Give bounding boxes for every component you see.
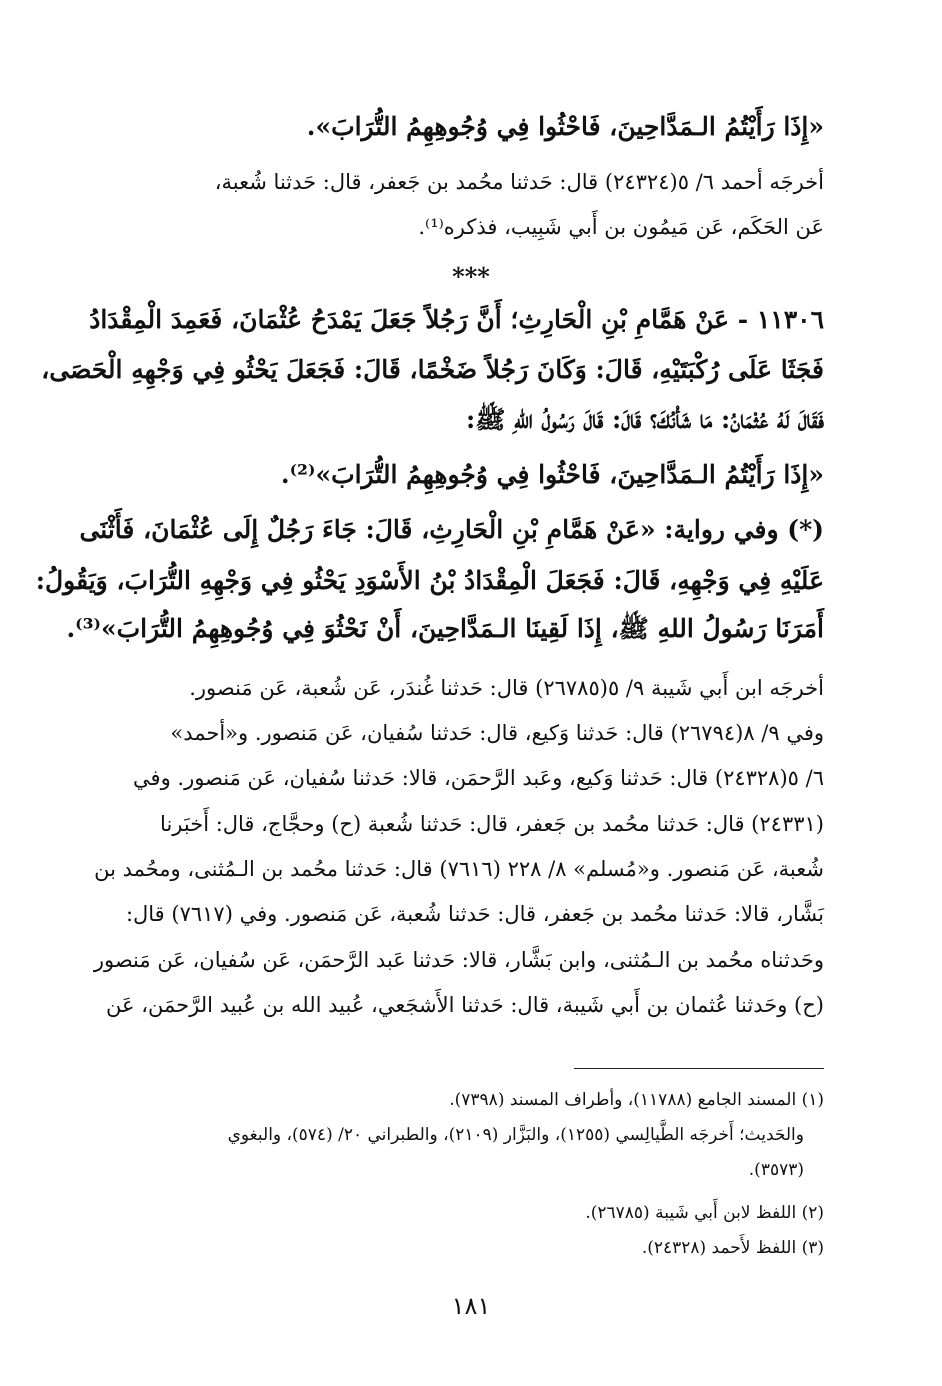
takhrij-line-5: ٦/ ٥(٢٤٣٢٨) قال: حَدثنا وَكيع، وعَبد الرَّحمَن، قالا: حَدثنا سُفيان، عَن مَنصور. وفي [133, 766, 824, 790]
page-number: ١٨١ [451, 1292, 491, 1320]
takhrij-line-7: شُعبة، عَن مَنصور. و«مُسلم» ٨/ ٢٢٨ (٧٦١٦) قال: حَدثنا محُمد بن الـمُثنى، ومحُمد بن [94, 857, 824, 881]
takhrij-line-9: وحَدثناه محُمد بن الـمُثنى، وابن بَشَّار، قالا: حَدثنا عَبد الرَّحمَن، عَن سُفيان، عَن مَنصور [93, 948, 824, 972]
takhrij-line-8: بَشَّار، قالا: حَدثنا محُمد بن جَعفر، قال: حَدثنا شُعبة، عَن مَنصور. وفي (٧٦١٧) قال: [125, 902, 824, 926]
hadith-line-1: «إِذَا رَأَيْتُمُ الـمَدَّاحِينَ، فَاحْثُوا فِي وُجُوهِهِمُ التُّرَابَ». [306, 112, 824, 141]
riwaya-line-2: عَلَيْهِ فِي وَجْهِهِ، قَالَ: فَجَعَلَ الْمِقْدَادُ بْنُ الأَسْوَدِ يَحْثُو فِي وَجْهِهِ التُّرَابَ، وَيَقُولُ: [35, 566, 824, 595]
footnote-1-continued: والحَديث؛ أَخرجَه الطَّيالِسي (١٢٥٥)، والبَزَّار (٢١٠٩)، والطبراني ٢٠/ (٥٧٤)، والبغوي [227, 1125, 804, 1145]
takhrij-line-4: وفي ٩/ ٨(٢٦٧٩٤) قال: حَدثنا وَكيع، قال: حَدثنا سُفيان، عَن مَنصور. و«أحمد» [170, 721, 824, 745]
footnote-separator [574, 1068, 824, 1069]
footnote-1-end: (٣٥٧٣). [748, 1160, 804, 1180]
section-separator: *** [452, 262, 490, 291]
takhrij-line-6: (٢٤٣٣١) قال: حَدثنا محُمد بن جَعفر، قال: حَدثنا شُعبة (ح) وحجَّاج، قال: أَخبَرنا [160, 812, 824, 836]
takhrij-line-10: (ح) وحَدثنا عُثمان بن أَبي شَيبة، قال: حَدثنا الأَشجَعي، عُبيد الله بن عُبيد الرَّحمَن، عَن [106, 993, 824, 1017]
footnote-3: (٣) اللفظ لأَحمد (٢٤٣٢٨). [641, 1238, 824, 1258]
hadith-number-line: ١١٣٠٦ - عَنْ هَمَّامِ بْنِ الْحَارِثِ؛ أَنَّ رَجُلاً جَعَلَ يَمْدَحُ عُثْمَانَ، فَعَمِدَ الْمِقْدَادُ [89, 305, 824, 334]
footnote-1: (١) المسند الجامع (١١٧٨٨)، وأطراف المسند (٧٣٩٨). [449, 1090, 824, 1110]
footnote-2: (٢) اللفظ لابن أَبي شَيبة (٢٦٧٨٥). [585, 1203, 824, 1223]
takhrij-line-3: أخرجَه ابن أَبي شَيبة ٩/ ٥(٢٦٧٨٥) قال: حَدثنا غُندَر، عَن شُعبة، عَن مَنصور. [189, 676, 824, 700]
takhrij-line-2: عَن الحَكَم، عَن مَيمُون بن أَبي شَبِيب، فذكره⁽¹⁾. [418, 215, 824, 239]
hadith-line-2: فَجَثَا عَلَى رُكْبَتَيْهِ، قَالَ: وَكَانَ رَجُلاً ضَخْمًا، قَالَ: فَجَعَلَ يَحْثُو فِي وَجْهِهِ الْحَصَى، [41, 355, 824, 384]
hadith-line-4: «إِذَا رَأَيْتُمُ الـمَدَّاحِينَ، فَاحْثُوا فِي وُجُوهِهِمُ التُّرَابَ»⁽²⁾. [280, 460, 824, 489]
riwaya-line-3: أَمَرَنَا رَسُولُ اللهِ ﷺ، إِذَا لَقِينَا الـمَدَّاحِينَ، أَنْ نَحْثُوَ فِي وُجُوهِهِمُ التُّرَابَ»⁽³⁾. [66, 614, 824, 643]
hadith-line-3: فَقَالَ لَهُ عُثْمَانُ: مَا شَأْنُكَ؟ قَالَ: قَالَ رَسُولُ اللهِ ﷺ: [465, 405, 824, 434]
takhrij-line-1: أخرجَه أحمد ٦/ ٥(٢٤٣٢٤) قال: حَدثنا محُمد بن جَعفر، قال: حَدثنا شُعبة، [214, 170, 824, 194]
riwaya-line-1: (*) وفي رواية: «عَنْ هَمَّامِ بْنِ الْحَارِثِ، قَالَ: جَاءَ رَجُلٌ إِلَى عُثْمَانَ، فَأَثْنَى [79, 515, 824, 544]
